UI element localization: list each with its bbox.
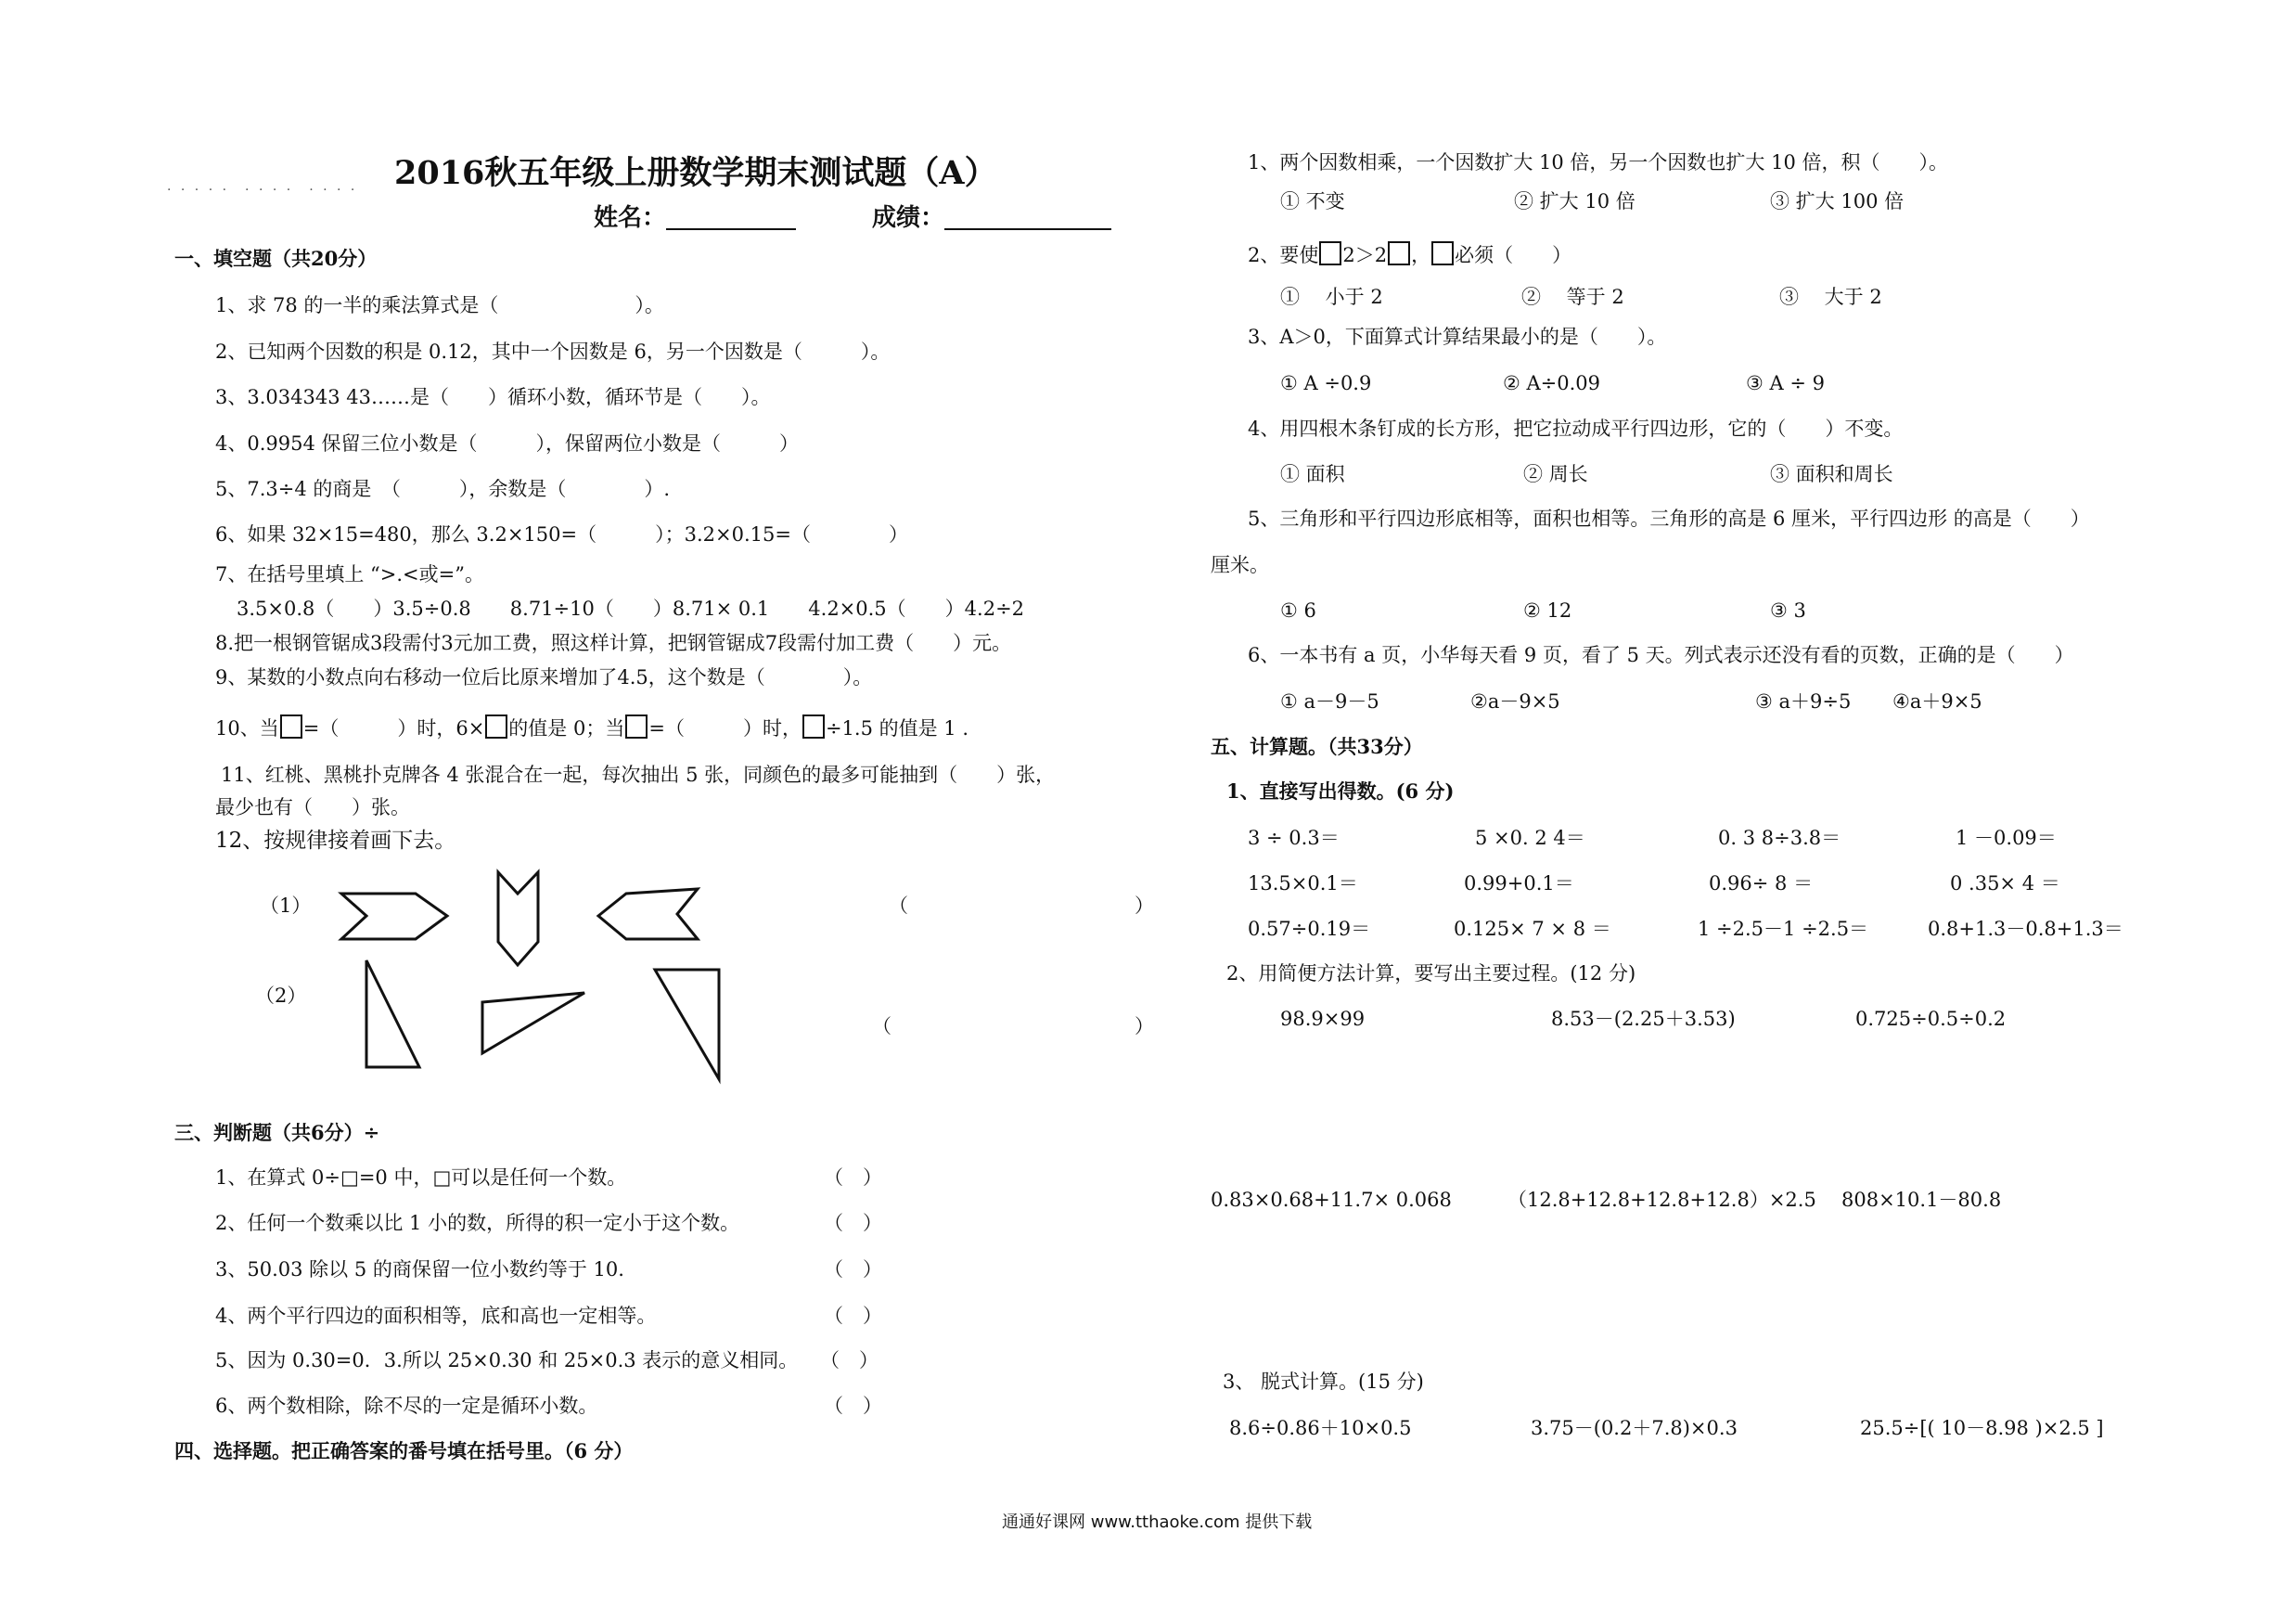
s5-r1c4: 1 －0.09＝	[1956, 827, 2057, 849]
q10-part: 的值是 0；当	[508, 717, 625, 740]
s5-r1c3: 0. 3 8÷3.8＝	[1718, 827, 1841, 849]
s5-r3c2: 0.125× 7 × 8 ＝	[1454, 918, 1611, 940]
q2-part: 2＞2	[1342, 244, 1388, 266]
q12-answer2-close: ）	[1135, 1015, 1154, 1037]
q10-part: =（ ）时，6×	[302, 717, 485, 740]
s4-q1-opt3: ③ 扩大 100 倍	[1770, 190, 1905, 212]
square-icon	[1319, 241, 1341, 265]
q12-answer1-open: （	[889, 895, 908, 917]
s4-q1-opt1: ① 不变	[1280, 190, 1345, 212]
q2-part: ，	[1411, 244, 1431, 266]
s1-q7-items: 3.5×0.8（ ）3.5÷0.8 8.71÷10（ ）8.71× 0.1 4.2×0.5（ ）4.2÷2	[237, 598, 1025, 620]
s3-item-4: 4、两个平行四边的面积相等，底和高也一定相等。	[215, 1305, 657, 1327]
triangle-shape-1	[366, 960, 419, 1067]
s4-q6-opt1: ① a－9－5	[1280, 690, 1379, 713]
section4-heading: 四、选择题。把正确答案的番号填在括号里。（6 分）	[174, 1439, 634, 1462]
s4-q6-opt2: ②a－9×5	[1470, 690, 1560, 713]
s1-q12: 12、按规律接着画下去。	[215, 829, 456, 853]
s4-q1: 1、两个因数相乘，一个因数扩大 10 倍，另一个因数也扩大 10 倍，积（ ）。	[1248, 151, 1949, 174]
s3-item-3: 3、50.03 除以 5 的商保留一位小数约等于 10.	[215, 1258, 624, 1281]
s4-q4: 4、用四根木条钉成的长方形，把它拉动成平行四边形，它的（ ）不变。	[1248, 418, 1904, 440]
square-icon	[1388, 241, 1410, 265]
q12-label-1: （1）	[260, 895, 312, 917]
s1-q9: 9、某数的小数点向右移动一位后比原来增加了4.5，这个数是（ ）。	[215, 666, 873, 689]
section5-heading: 五、计算题。（共33分）	[1211, 735, 1423, 758]
q10-part: ÷1.5 的值是 1 .	[825, 717, 969, 740]
s4-q2	[1248, 241, 1571, 267]
s5-simp2-2: （12.8+12.8+12.8+12.8）×2.5	[1507, 1189, 1816, 1211]
s4-q5b: 厘米。	[1211, 554, 1269, 576]
s5-r2c1: 13.5×0.1＝	[1248, 872, 1358, 895]
s5-r1c2: 5 ×0. 2 4＝	[1475, 827, 1585, 849]
arrow-shape-left	[598, 889, 698, 939]
s3-item-5: 5、因为 0.30=0．3.所以 25×0.30 和 25×0.3 表示的意义相同。	[215, 1349, 799, 1371]
s1-q11b: 最少也有（ ）张。	[215, 796, 410, 818]
q12-answer2-open: （	[872, 1015, 891, 1037]
s1-q11a: 11、红桃、黑桃扑克牌各 4 张混合在一起，每次抽出 5 张，同颜色的最多可能抽到（ ）张，	[221, 764, 1056, 786]
s5-sub1: 1、直接写出得数。(6 分)	[1226, 779, 1455, 803]
triangle-shape-3	[655, 970, 719, 1079]
s3-bracket-3[interactable]: （ ）	[824, 1258, 882, 1281]
s4-q2-opt3: ③ 大于 2	[1779, 286, 1882, 308]
s5-calc-2: 3.75－(0.2＋7.8)×0.3	[1531, 1417, 1738, 1439]
s1-q4: 4、0.9954 保留三位小数是（ ），保留两位小数是（ ）	[215, 432, 800, 455]
s4-q5-opt3: ③ 3	[1770, 599, 1806, 622]
s5-sub3: 3、 脱式计算。(15 分)	[1223, 1371, 1424, 1393]
s4-q6-opt4: ④a＋9×5	[1892, 690, 1982, 713]
s1-q8: 8.把一根钢管锯成3段需付3元加工费，照这样计算，把钢管锯成7段需付加工费（ ）元。	[215, 632, 1012, 654]
s3-bracket-2[interactable]: （ ）	[824, 1212, 882, 1234]
s4-q6: 6、一本书有 a 页，小华每天看 9 页，看了 5 天。列式表示还没有看的页数，正确的是（ ）	[1248, 644, 2074, 666]
q2-part: 2、要使	[1248, 244, 1319, 266]
q10-part: =（ ）时，	[648, 717, 802, 740]
s4-q3: 3、A＞0，下面算式计算结果最小的是（ ）。	[1248, 326, 1667, 348]
s5-sub2: 2、用简便方法计算，要写出主要过程。(12 分)	[1226, 962, 1636, 985]
s3-item-2: 2、任何一个数乘以比 1 小的数，所得的积一定小于这个数。	[215, 1212, 740, 1234]
decorative-dots: . . . . . . . . . . . . .	[167, 179, 358, 194]
q12-label-2: （2）	[255, 985, 307, 1007]
name-label: 姓名：	[594, 204, 667, 232]
s1-q3: 3、3.034343 43……是（ ）循环小数，循环节是（ ）。	[215, 386, 771, 408]
section3-heading: 三、判断题（共6分）÷	[174, 1121, 380, 1144]
s1-q2: 2、已知两个因数的积是 0.12，其中一个因数是 6，另一个因数是（ ）。	[215, 341, 891, 363]
s5-simp1-1: 98.9×99	[1280, 1008, 1366, 1030]
s3-bracket-5[interactable]: （ ）	[820, 1349, 879, 1371]
page-title: 2016秋五年级上册数学期末测试题（A）	[394, 154, 997, 192]
s4-q4-opt1: ① 面积	[1280, 463, 1345, 485]
s5-r3c3: 1 ÷2.5－1 ÷2.5＝	[1698, 918, 1869, 940]
s5-simp2-1: 0.83×0.68+11.7× 0.068	[1211, 1189, 1452, 1211]
s4-q5-opt1: ① 6	[1280, 599, 1316, 622]
s5-r3c4: 0.8+1.3－0.8+1.3＝	[1928, 918, 2123, 940]
score-label: 成绩：	[872, 204, 945, 232]
s1-q1: 1、求 78 的一半的乘法算式是（ ）。	[215, 294, 664, 316]
section1-heading: 一、填空题（共20分）	[174, 247, 378, 270]
s5-simp2-3: 808×10.1－80.8	[1841, 1189, 2002, 1211]
s4-q3-opt3: ③ A ÷ 9	[1746, 372, 1825, 394]
s4-q3-opt1: ① A ÷0.9	[1280, 372, 1372, 394]
s4-q4-opt3: ③ 面积和周长	[1770, 463, 1893, 485]
s1-q6: 6、如果 32×15=480，那么 3.2×150=（ ）；3.2×0.15=（ ）	[215, 523, 908, 546]
s4-q5-opt2: ② 12	[1523, 599, 1572, 622]
s5-r2c3: 0.96÷ 8 ＝	[1709, 872, 1814, 895]
q10-part: 10、当	[215, 717, 279, 740]
s5-r2c2: 0.99+0.1＝	[1464, 872, 1574, 895]
q12-answer1-close: ）	[1135, 895, 1154, 917]
s3-bracket-1[interactable]: （ ）	[824, 1166, 882, 1189]
s4-q2-opt1: ① 小于 2	[1280, 286, 1383, 308]
q2-part: 必须（ ）	[1455, 244, 1572, 266]
footer-credit: 通通好课网 www.tthaoke.com 提供下载	[1002, 1513, 1313, 1532]
s5-calc-3: 25.5÷[( 10－8.98 )×2.5 ]	[1860, 1417, 2104, 1439]
s3-item-6: 6、两个数相除，除不尽的一定是循环小数。	[215, 1395, 598, 1417]
s5-r2c4: 0 .35× 4 ＝	[1950, 872, 2060, 895]
s3-item-1: 1、在算式 0÷□=0 中，□可以是任何一个数。	[215, 1166, 627, 1189]
s4-q3-opt2: ② A÷0.09	[1503, 372, 1601, 394]
square-icon	[1431, 241, 1454, 265]
s1-q7: 7、在括号里填上 “>.<或=”。	[215, 563, 484, 586]
s4-q6-opt3: ③ a＋9÷5	[1755, 690, 1852, 713]
s4-q4-opt2: ② 周长	[1523, 463, 1588, 485]
arrow-shape-right	[341, 894, 447, 939]
s4-q2-opt2: ② 等于 2	[1521, 286, 1624, 308]
s4-q5a: 5、三角形和平行四边形底相等，面积也相等。三角形的高是 6 厘米，平行四边形 的高是（ ）	[1248, 508, 2090, 530]
s5-calc-1: 8.6÷0.86＋10×0.5	[1229, 1417, 1412, 1439]
s4-q1-opt2: ② 扩大 10 倍	[1514, 190, 1635, 212]
triangle-shape-2	[482, 993, 584, 1053]
arrow-shape-down	[498, 872, 538, 965]
s3-bracket-4[interactable]: （ ）	[824, 1305, 882, 1327]
s5-simp1-2: 8.53－(2.25＋3.53)	[1551, 1008, 1736, 1030]
s5-simp1-3: 0.725÷0.5÷0.2	[1855, 1008, 2007, 1030]
s5-r3c1: 0.57÷0.19＝	[1248, 918, 1371, 940]
s5-r1c1: 3 ÷ 0.3＝	[1248, 827, 1340, 849]
s3-bracket-6[interactable]: （ ）	[824, 1395, 882, 1417]
s1-q5: 5、7.3÷4 的商是 （ ），余数是（ ）.	[215, 478, 671, 500]
